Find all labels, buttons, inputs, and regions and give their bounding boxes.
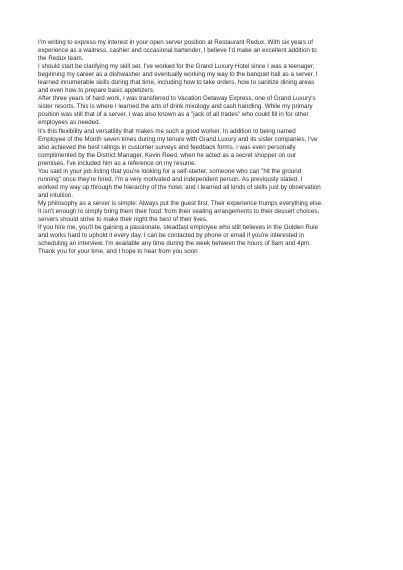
letter-line: running" once they're hired. I'm a very motivated and independent person. As previously stated, I bbox=[38, 175, 303, 183]
letter-line: I'm writing to express my interest in your open server position at Restaurant Redux. With six years of bbox=[38, 39, 313, 46]
letter-line: Thank you for your time, and I hope to hear from you soon bbox=[38, 248, 198, 256]
letter-line: and works hard to uphold it every day. I can be contacted by phone or email if you're interested in bbox=[38, 232, 304, 240]
letter-line: sister resorts. This is where I learned the arts of drink mixology and cash handling. While my primary bbox=[38, 103, 313, 111]
letter-line: employees as needed. bbox=[38, 119, 101, 127]
cover-letter-body bbox=[38, 39, 370, 256]
letter-line: and even how to prepare basic appetizers. bbox=[38, 87, 155, 95]
letter-line: and intuition. bbox=[38, 191, 74, 199]
letter-line: learned innumerable skills during that time, including how to take orders, how to sanitize dining areas bbox=[38, 79, 315, 87]
letter-line: scheduling an interview. I'm available any time during the week between the hours of 8am and 4pm. bbox=[38, 240, 311, 248]
letter-line: It isn't enough to simply bring them their food; from their seating arrangements to their dessert choices, bbox=[38, 207, 320, 215]
letter-line: also achieved the best ratings in customer surveys and feedback forms. I was even personally bbox=[38, 143, 296, 151]
letter-line: position was still that of a server, I was also known as a "jack of all trades" who could fill in for other bbox=[38, 111, 309, 119]
letter-line: After three years of hard work, I was transferred to Vacation Getaway Express, one of Grand Luxury's bbox=[38, 95, 316, 103]
letter-line: the Redux team. bbox=[38, 55, 84, 63]
letter-line: complimented by the District Manager, Kevin Reed, when he acted as a secret shopper on our bbox=[38, 151, 296, 159]
letter-line: It's this flexibility and versatility that makes me such a good worker. In addition to being named bbox=[38, 127, 296, 135]
letter-line: beginning my career as a dishwasher and eventually working my way to the banquet hall as a server. I bbox=[38, 71, 318, 79]
letter-line: premises. I've included him as a reference on my resume. bbox=[38, 159, 197, 167]
letter-line: worked my way up through the hierarchy of the hotel, and I learned all kinds of skills just by observation bbox=[38, 183, 321, 191]
letter-line: I should start be clarifying my skill set. I've worked for the Grand Luxury Hotel since I was a teenager, bbox=[38, 63, 315, 71]
letter-line: servers should strive to make their night the best of their lives. bbox=[38, 216, 208, 224]
letter-line: My philosophy as a server is simple: Always put the guest first. Their experience trumps everything else. bbox=[38, 199, 323, 207]
letter-line: If you hire me, you'll be gaining a passionate, steadfast employee who still believes in the Golden Rule bbox=[38, 224, 319, 232]
letter-line: experience as a waitress, cashier and occasional bartender, I believe I'd make an excellent addition to bbox=[38, 47, 317, 55]
letter-line: You said in your job listing that you're looking for a self-starter, someone who can "hit the ground bbox=[38, 167, 302, 175]
letter-line: Employee of the Month seven times during my tenure with Grand Luxury and its sister companies, I've bbox=[38, 135, 318, 143]
